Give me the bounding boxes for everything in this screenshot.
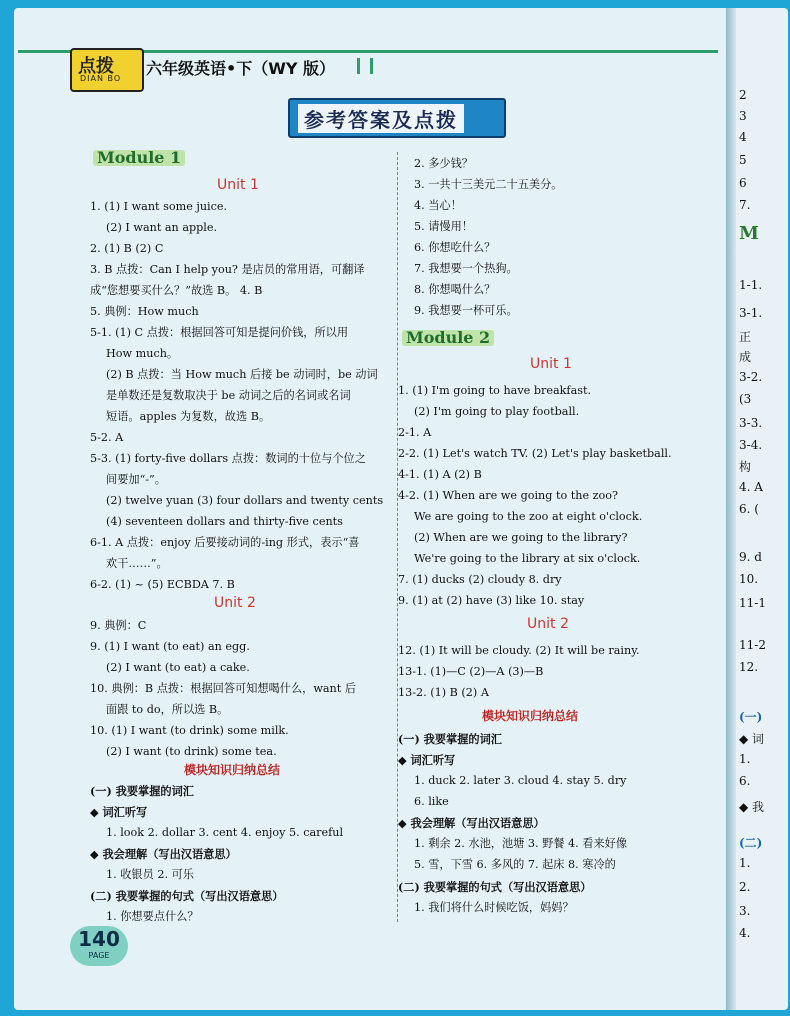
next-page-fragment: (一) [739, 710, 763, 724]
answer-line: 5. 雪，下雪 6. 多风的 7. 起床 8. 寒冷的 [414, 858, 616, 871]
answer-line: 5-2. A [90, 431, 124, 444]
unit-heading: Unit 2 [214, 595, 256, 611]
section-heading: ◆ 我会理解（写出汉语意思） [90, 847, 237, 861]
answer-line: 6-1. A 点拨：enjoy 后要接动词的-ing 形式，表示“喜 [90, 536, 360, 549]
column-divider [397, 152, 398, 922]
next-page-fragment: ◆ 词 [739, 732, 765, 746]
answer-line: 5. 典例：How much [90, 305, 199, 318]
section-heading: (一) 我要掌握的词汇 [398, 732, 502, 746]
next-page-fragment: 1. [739, 752, 751, 766]
next-page-fragment: 2 [739, 88, 747, 102]
answer-line: 欢干……”。 [106, 557, 168, 570]
answers-banner [288, 98, 506, 138]
answer-line: 3. 一共十三美元二十五美分。 [414, 178, 563, 191]
answer-line: 1. (1) I want some juice. [90, 200, 228, 213]
next-page-fragment: 10. [739, 572, 759, 586]
answer-line: (2) I'm going to play football. [414, 405, 580, 418]
next-page-fragment: 3-4. [739, 438, 763, 452]
page-number: 140 [78, 927, 120, 951]
next-page-fragment: 构 [739, 460, 752, 474]
answer-line: 6-2. (1) ~ (5) ECBDA 7. B [90, 578, 235, 591]
answer-line: 间要加“-”。 [106, 473, 166, 486]
answer-line: 1. look 2. dollar 3. cent 4. enjoy 5. careful [106, 826, 344, 839]
next-page-fragment: 正 [739, 330, 752, 344]
next-page-edge [736, 8, 788, 1010]
next-page-fragment: ◆ 我 [739, 800, 765, 814]
book-spine [726, 8, 736, 1010]
unit-heading: Unit 2 [527, 616, 569, 632]
answer-line: We are going to the zoo at eight o'clock. [414, 510, 643, 523]
answer-line: 9. (1) I want (to eat) an egg. [90, 640, 250, 653]
next-page-fragment: (二) [739, 836, 763, 850]
answer-line: 4. 当心！ [414, 199, 462, 212]
next-page-fragment: 6. ( [739, 502, 759, 516]
answer-line: (4) seventeen dollars and thirty-five cents [106, 515, 343, 528]
answer-line: 6. 你想吃什么？ [414, 241, 496, 254]
module-heading: Module 2 [402, 330, 494, 346]
banner-text: 参考答案及点拨 [298, 104, 464, 133]
answer-line: 5. 请慢用！ [414, 220, 473, 233]
title-bars-decoration [357, 58, 373, 74]
answer-line: 9. 我想要一杯可乐。 [414, 304, 518, 317]
answer-line: 1. 我们将什么时候吃饭，妈妈？ [414, 901, 574, 914]
book-title: 六年级英语•下（WY 版） [146, 59, 336, 78]
answer-line: 7. (1) ducks (2) cloudy 8. dry [398, 573, 562, 586]
answer-line: 3. B 点拨：Can I help you? 是店员的常用语，可翻译 [90, 263, 365, 276]
answer-line: 4-1. (1) A (2) B [398, 468, 482, 481]
next-page-fragment: 3 [739, 109, 747, 123]
module-heading: Module 1 [93, 150, 185, 166]
next-page-fragment: 4. [739, 926, 751, 940]
section-heading: (二) 我要掌握的句式（写出汉语意思） [398, 880, 592, 894]
next-page-fragment: 3-3. [739, 416, 763, 430]
answer-line: 6. like [414, 795, 449, 808]
answer-line: (2) twelve yuan (3) four dollars and twenty cents [106, 494, 384, 507]
answer-line: 1. 剩余 2. 水池，池塘 3. 野餐 4. 看来好像 [414, 837, 628, 850]
answer-line: 10. (1) I want (to drink) some milk. [90, 724, 289, 737]
next-page-fragment: 3. [739, 904, 751, 918]
answer-line: 2. 多少钱？ [414, 157, 473, 170]
answer-line: 短语。apples 为复数，故选 B。 [106, 410, 271, 423]
answer-line: 5-3. (1) forty-five dollars 点拨：数词的十位与个位之 [90, 452, 366, 465]
next-page-fragment: 5 [739, 153, 747, 167]
next-page-fragment: 成 [739, 350, 752, 364]
answer-line: 13-1. (1)—C (2)—A (3)—B [398, 665, 544, 678]
answer-line: 是单数还是复数取决于 be 动词之后的名词或名词 [106, 389, 351, 402]
answer-line: (2) I want an apple. [106, 221, 218, 234]
answer-line: We're going to the library at six o'clock. [414, 552, 641, 565]
answer-line: 成“您想要买什么？”故选 B。 4. B [90, 284, 263, 297]
summary-heading: 模块知识归纳总结 [184, 763, 281, 777]
answer-line: (2) I want (to eat) a cake. [106, 661, 250, 674]
answer-line: 1. duck 2. later 3. cloud 4. stay 5. dry [414, 774, 627, 787]
unit-heading: Unit 1 [217, 177, 259, 193]
next-page-fragment: 9. d [739, 550, 762, 564]
next-page-fragment: 3-2. [739, 370, 763, 384]
answer-line: 10. 典例：B 点拨：根据回答可知想喝什么，want 后 [90, 682, 357, 695]
answer-line: How much。 [106, 347, 179, 360]
next-page-fragment: 1-1. [739, 278, 763, 292]
next-page-fragment: 11-2 [739, 638, 766, 652]
answer-line: (2) When are we going to the library? [414, 531, 628, 544]
section-heading: ◆ 词汇听写 [90, 805, 148, 819]
answer-line: 面跟 to do，所以选 B。 [106, 703, 229, 716]
answer-line: 1. 收银员 2. 可乐 [106, 868, 194, 881]
next-page-fragment: 1. [739, 856, 751, 870]
next-page-fragment: 11-1 [739, 596, 766, 610]
answer-line: (2) I want (to drink) some tea. [106, 745, 277, 758]
next-page-fragment: (3 [739, 392, 752, 406]
section-heading: (二) 我要掌握的句式（写出汉语意思） [90, 889, 284, 903]
next-page-fragment: 4 [739, 130, 747, 144]
answer-line: 12. (1) It will be cloudy. (2) It will be rainy. [398, 644, 640, 657]
answer-line: 1. (1) I'm going to have breakfast. [398, 384, 592, 397]
answer-line: 4-2. (1) When are we going to the zoo? [398, 489, 618, 502]
answer-line: 8. 你想喝什么？ [414, 283, 496, 296]
section-heading: ◆ 我会理解（写出汉语意思） [398, 816, 545, 830]
answer-line: 13-2. (1) B (2) A [398, 686, 489, 699]
page-label: PAGE [88, 951, 110, 960]
unit-heading: Unit 1 [530, 356, 572, 372]
answer-line: 5-1. (1) C 点拨：根据回答可知是提问价钱，所以用 [90, 326, 349, 339]
page-number-badge [70, 926, 128, 966]
answer-line: 2-1. A [398, 426, 432, 439]
dianbo-logo [70, 48, 144, 92]
section-heading: (一) 我要掌握的词汇 [90, 784, 194, 798]
answer-line: 9. 典例：C [90, 619, 147, 632]
next-page-fragment: 2. [739, 880, 751, 894]
answer-line: 9. (1) at (2) have (3) like 10. stay [398, 594, 585, 607]
section-heading: ◆ 词汇听写 [398, 753, 456, 767]
next-page-fragment: 3-1. [739, 306, 763, 320]
logo-text: 点拨 [78, 56, 114, 77]
answer-line: 1. 你想要点什么？ [106, 910, 199, 923]
next-page-fragment: 7. [739, 198, 751, 212]
answer-line: 7. 我想要一个热狗。 [414, 262, 518, 275]
answer-line: 2. (1) B (2) C [90, 242, 164, 255]
next-page-fragment: 6 [739, 176, 747, 190]
next-page-fragment: M [739, 223, 759, 244]
answer-line: (2) B 点拨：当 How much 后接 be 动词时，be 动词 [106, 368, 378, 381]
next-page-fragment: 12. [739, 660, 759, 674]
summary-heading: 模块知识归纳总结 [482, 709, 579, 723]
next-page-fragment: 4. A [739, 480, 763, 494]
answer-line: 2-2. (1) Let's watch TV. (2) Let's play basketball. [398, 447, 672, 460]
logo-subtext: DIAN BO [80, 74, 122, 83]
next-page-fragment: 6. [739, 774, 751, 788]
